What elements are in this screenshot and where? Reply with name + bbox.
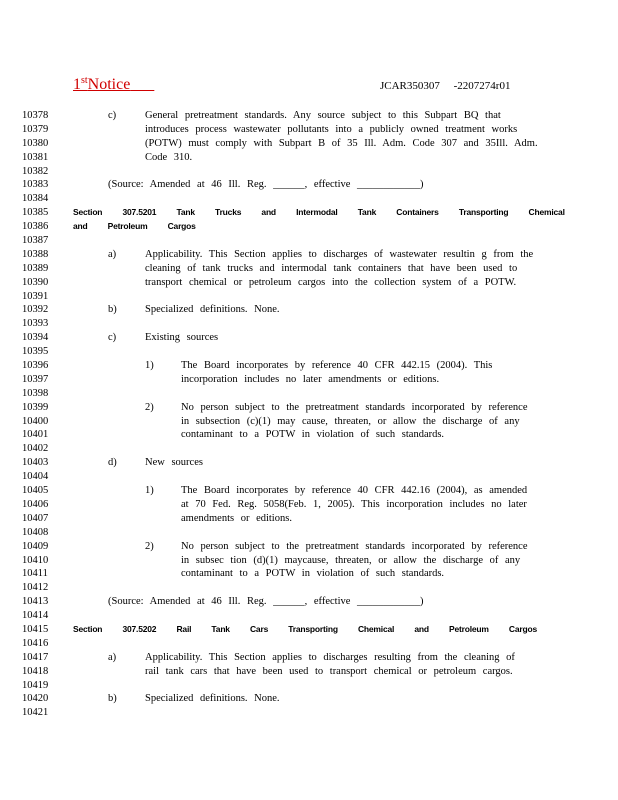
subsection-label: a) bbox=[108, 651, 117, 663]
line-number: 10387 bbox=[22, 235, 49, 247]
notice-number: 1 bbox=[73, 76, 81, 93]
body-text: No person subject to the pretreatment standards incorporated by reference bbox=[181, 540, 528, 552]
line-number: 10389 bbox=[22, 262, 49, 274]
document-line bbox=[0, 651, 618, 665]
line-number: 10411 bbox=[22, 568, 48, 580]
subsection-label: 1) bbox=[145, 360, 154, 372]
line-number: 10378 bbox=[22, 110, 49, 121]
body-text: contaminant to a POTW in violation of such standards. bbox=[181, 429, 445, 441]
document-id: JCAR350307 -2207274r01 bbox=[380, 80, 511, 92]
document-line bbox=[0, 470, 618, 484]
body-text: The Board incorporates by reference 40 CFR 442.15 (2004). This bbox=[181, 360, 493, 372]
line-number: 10414 bbox=[22, 610, 49, 622]
line-number: 10421 bbox=[22, 707, 49, 719]
body-text: General pretreatment standards. Any source subject to this Subpart BQ that bbox=[145, 110, 501, 121]
body-text: rail tank cars that have been used to transport chemical or petroleum cargos. bbox=[145, 665, 513, 677]
document-line bbox=[0, 623, 618, 637]
document-line bbox=[0, 415, 618, 429]
line-number: 10417 bbox=[22, 651, 49, 663]
document-line bbox=[0, 428, 618, 442]
line-number: 10390 bbox=[22, 276, 49, 288]
document-line bbox=[0, 178, 618, 192]
document-line bbox=[0, 220, 618, 234]
document-line bbox=[0, 595, 618, 609]
document-line bbox=[0, 234, 618, 248]
document-line bbox=[0, 581, 618, 595]
body-text: incorporation includes no later amendments or editions. bbox=[181, 373, 440, 385]
body-text: New sources bbox=[145, 457, 203, 469]
line-number: 10412 bbox=[22, 582, 49, 594]
body-text: (POTW) must comply with Subpart B of 35 Ill. Adm. Code 307 and 35Ill. Adm. bbox=[145, 137, 538, 149]
document-line bbox=[0, 276, 618, 290]
line-number: 10392 bbox=[22, 304, 49, 316]
document-line bbox=[0, 109, 618, 123]
line-number: 10408 bbox=[22, 526, 49, 538]
body-text: Specialized definitions. None. bbox=[145, 693, 280, 705]
line-number: 10419 bbox=[22, 679, 49, 691]
document-line bbox=[0, 526, 618, 540]
document-line bbox=[0, 248, 618, 262]
line-number: 10394 bbox=[22, 332, 49, 344]
subsection-label: 1) bbox=[145, 485, 154, 497]
document-line bbox=[0, 290, 618, 304]
document-line bbox=[0, 554, 618, 568]
section-heading: Section 307.5201 Tank Trucks and Intermodal Tank Containers Transporting Chemical bbox=[73, 207, 565, 218]
line-number: 10416 bbox=[22, 637, 49, 649]
source-note: (Source: Amended at 46 Ill. Reg. ______, effective ____________) bbox=[108, 596, 424, 608]
line-number: 10395 bbox=[22, 346, 49, 358]
section-heading: Section 307.5202 Rail Tank Cars Transporting Chemical and Petroleum Cargos bbox=[73, 623, 538, 634]
document-line bbox=[0, 387, 618, 401]
line-number: 10407 bbox=[22, 512, 49, 524]
line-number: 10400 bbox=[22, 415, 49, 427]
document-line bbox=[0, 192, 618, 206]
body-text: contaminant to a POTW in violation of such standards. bbox=[181, 568, 445, 580]
subsection-label: b) bbox=[108, 693, 117, 705]
document-line bbox=[0, 359, 618, 373]
document-line bbox=[0, 137, 618, 151]
body-text: at 70 Fed. Reg. 5058(Feb. 1, 2005). This incorporation includes no later bbox=[181, 498, 527, 510]
document-line bbox=[0, 331, 618, 345]
body-text: Code 310. bbox=[145, 151, 193, 163]
subsection-label: c) bbox=[108, 332, 117, 344]
line-number: 10384 bbox=[22, 193, 49, 205]
body-text: The Board incorporates by reference 40 CFR 442.16 (2004), as amended bbox=[181, 485, 528, 497]
subsection-label: 2) bbox=[145, 401, 154, 413]
line-number: 10381 bbox=[22, 151, 49, 163]
line-number: 10404 bbox=[22, 471, 49, 483]
subsection-label: b) bbox=[108, 304, 117, 316]
document-line bbox=[0, 442, 618, 456]
document-line bbox=[0, 206, 618, 220]
document-line bbox=[0, 456, 618, 470]
body-text: cleaning of tank trucks and intermodal tank containers that have been used to bbox=[145, 262, 518, 274]
line-number: 10379 bbox=[22, 123, 49, 135]
line-number: 10403 bbox=[22, 457, 49, 469]
document-line bbox=[0, 609, 618, 623]
body-text: No person subject to the pretreatment standards incorporated by reference bbox=[181, 401, 528, 413]
body-text: amendments or editions. bbox=[181, 512, 292, 524]
line-number: 10397 bbox=[22, 373, 49, 385]
document-line bbox=[0, 317, 618, 331]
line-number: 10380 bbox=[22, 137, 49, 149]
line-number: 10385 bbox=[22, 207, 49, 219]
line-number: 10399 bbox=[22, 401, 49, 413]
document-line bbox=[0, 679, 618, 693]
body-text: Applicability. This Section applies to discharges resulting from the cleaning of bbox=[145, 651, 515, 663]
line-number: 10398 bbox=[22, 387, 49, 399]
document-line bbox=[0, 373, 618, 387]
document-body bbox=[0, 109, 618, 720]
document-line bbox=[0, 540, 618, 554]
document-line bbox=[0, 165, 618, 179]
section-heading: and Petroleum Cargos bbox=[73, 221, 196, 232]
source-note: (Source: Amended at 46 Ill. Reg. ______, effective ____________) bbox=[108, 179, 424, 191]
document-line bbox=[0, 706, 618, 720]
notice-word: Notice bbox=[87, 76, 131, 93]
document-line bbox=[0, 512, 618, 526]
line-number: 10402 bbox=[22, 443, 49, 455]
subsection-label: d) bbox=[108, 457, 117, 469]
line-number: 10409 bbox=[22, 540, 49, 552]
subsection-label: c) bbox=[108, 110, 117, 121]
line-number: 10410 bbox=[22, 554, 49, 566]
line-number: 10415 bbox=[22, 623, 49, 635]
document-line bbox=[0, 345, 618, 359]
document-line bbox=[0, 151, 618, 165]
body-text: transport chemical or petroleum cargos into the collection system of a POTW. bbox=[145, 276, 517, 288]
body-text: in subsection (c)(1) may cause, threaten, or allow the discharge of any bbox=[181, 415, 520, 427]
document-line bbox=[0, 401, 618, 415]
document-line bbox=[0, 262, 618, 276]
notice-heading bbox=[73, 76, 154, 94]
line-number: 10413 bbox=[22, 596, 49, 608]
document-line bbox=[0, 665, 618, 679]
line-number: 10383 bbox=[22, 179, 49, 191]
document-line bbox=[0, 567, 618, 581]
line-number: 10391 bbox=[22, 290, 49, 302]
body-text: in subsec tion (d)(1) maycause, threaten, or allow the discharge of any bbox=[181, 554, 521, 566]
body-text: Specialized definitions. None. bbox=[145, 304, 280, 316]
line-number: 10418 bbox=[22, 665, 49, 677]
line-number: 10420 bbox=[22, 693, 49, 705]
document-line bbox=[0, 303, 618, 317]
line-number: 10396 bbox=[22, 360, 49, 372]
body-text: Applicability. This Section applies to discharges of wastewater resultin g from the bbox=[145, 248, 534, 260]
notice-superscript: st bbox=[81, 75, 88, 86]
line-number: 10406 bbox=[22, 498, 49, 510]
line-number: 10393 bbox=[22, 318, 49, 330]
subsection-label: a) bbox=[108, 248, 117, 260]
document-line bbox=[0, 484, 618, 498]
subsection-label: 2) bbox=[145, 540, 154, 552]
document-line bbox=[0, 498, 618, 512]
document-line bbox=[0, 637, 618, 651]
body-text: Existing sources bbox=[145, 332, 219, 344]
document-line bbox=[0, 692, 618, 706]
line-number: 10388 bbox=[22, 248, 49, 260]
body-text: introduces process wastewater pollutants into a publicly owned treatment works bbox=[145, 123, 518, 135]
line-number: 10401 bbox=[22, 429, 49, 441]
line-number: 10405 bbox=[22, 485, 49, 497]
line-number: 10386 bbox=[22, 221, 49, 233]
line-number: 10382 bbox=[22, 165, 49, 177]
document-line bbox=[0, 123, 618, 137]
